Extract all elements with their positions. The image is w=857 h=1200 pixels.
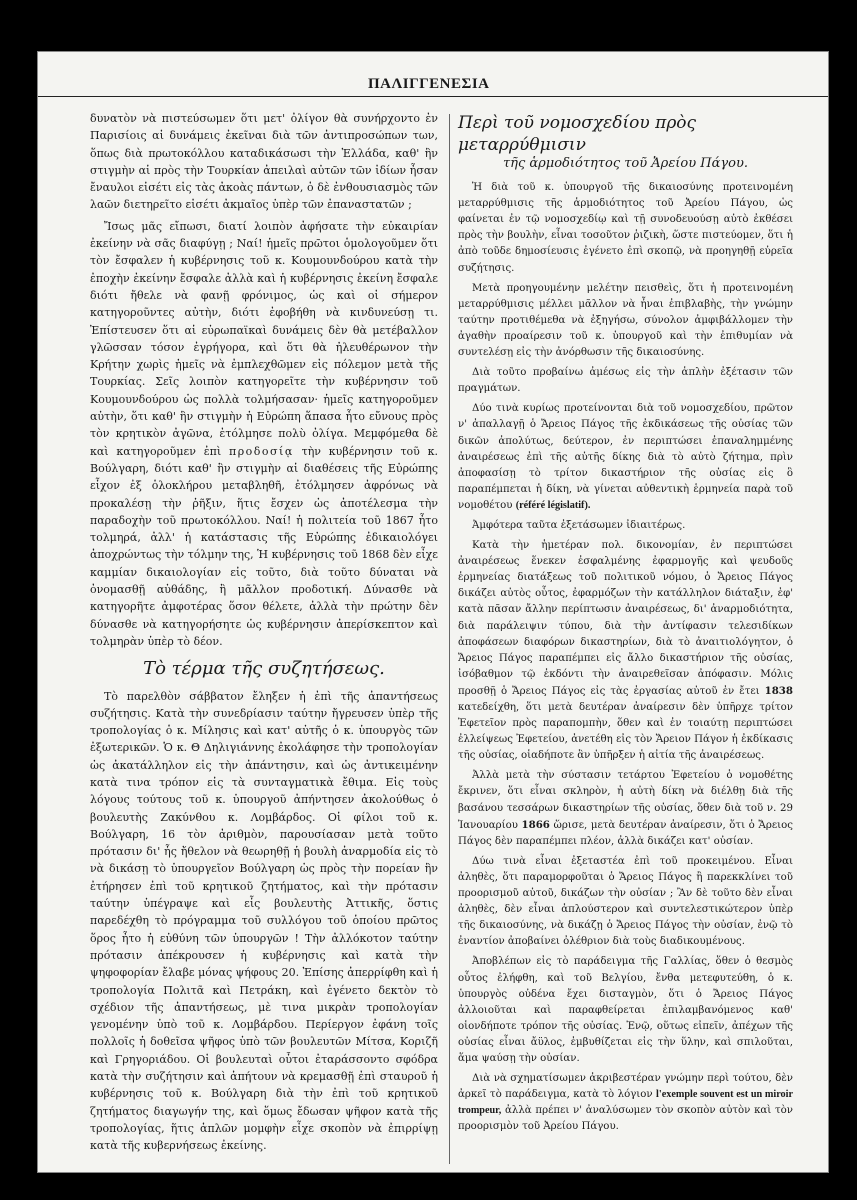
column-divider bbox=[449, 114, 450, 1164]
left-article-heading: Τὸ τέρμα τῆς συζητήσεως. bbox=[143, 658, 385, 680]
right-paragraph-10 bbox=[458, 1071, 793, 1135]
right-paragraph-3: Διὰ τοῦτο προβαίνω ἀμέσως εἰς τὴν ἁπλὴν ἐξέτασιν τῶν πραγμάτων. bbox=[458, 367, 793, 395]
right-paragraph-6-text-a: Κατὰ τὴν ἡμετέραν πολ. δικονομίαν, ἐν περιπτώσει ἀναιρέσεως ἕνεκεν ἐσφαλμένης ἐφαρμογῆς καὶ ψευδοῦς ἑρμηνείας διατάξεως τοῦ πολιτικοῦ νόμου, ὁ Ἄρειος Πάγος δικάζει αὐτὸς οὗτος, ἐφαρμόζων τὴν κατάλληλον διάταξιν, ἐφ' κατὰ πᾶσαν ἄλλην περίπτωσιν ἀναιρέσεως, δι' ἀναρμοδιότητα, διὰ παράλειψιν τύπου, διὰ τὴν ἀντίφασιν τελεσιδίκων ἀποφάσεων διαφόρων δικαστηρίων, διὰ τὸ ἀναιτιολόγητον, ὁ Ἄρειος Πάγος παραπέμπει εἰς ἄλλο δικαστήριον τῆς οὐσίας, ἰσόβαθμον τῷ ἐκδόντι τὴν ἀναιρεθεῖσαν ἀπόφασιν. Μόλις προσθῇ ὁ Ἄρειος Πάγος εἰς τὰς ἐργασίας αὐτοῦ ἐν ἔτει bbox=[458, 540, 793, 697]
right-paragraph-2: Μετὰ προηγουμένην μελέτην πεισθεὶς, ὅτι ἡ προτεινομένη μεταρρύθμισις μέλλει μᾶλλον νὰ ἦναι ἐπιβλαβὴς, τὴν γνώμην ταύτην προτιθέμεθα νὰ ἐξηγήσω, σύνολον ἀμφιβάλλομεν τὴν ἀγαθὴν προαίρεσιν τοῦ κ. ὑπουργοῦ καὶ τὴν ἐπιθυμίαν νὰ συντελέσῃ εἰς τὴν ἀνόρθωσιν τῆς δικαιοσύνης. bbox=[458, 282, 793, 359]
right-column bbox=[458, 110, 793, 1139]
right-paragraph-6 bbox=[458, 538, 793, 764]
right-paragraph-8: Δύω τινὰ εἶναι ἐξεταστέα ἐπὶ τοῦ προκειμένου. Εἶναι ἀληθὲς, ὅτι παραμορφοῦται ὁ Ἄρειος Πάγος ἢ παρεκκλίνει τοῦ προορισμοῦ αὐτοῦ, δικάζων τὴν οὐσίαν ; Ἂν δὲ τοῦτο δὲν εἶναι ἀληθὲς, δὲν εἶναι ἁπλούστερον καὶ συντελεστικώτερον ὑπὲρ τῆς δικαιοσύνης, νὰ δικάζῃ ὁ Ἄρειος Πάγος τὴν οὐσίαν, ἐνῷ τὸ ἐναντίον ἀποβαίνει ὀλέθριον διὰ τοὺς διαδικουμένους. bbox=[458, 855, 793, 948]
left-paragraph-2-text-a: Ἴσως μᾶς εἴπωσι, διατί λοιπὸν ἀφήσατε τὴν εὐκαιρίαν ἐκείνην νὰ σᾶς διαφύγῃ ; Ναί! ἡμεῖς πρῶτοι ὁμολογοῦμεν ὅτι τὸν ἔσφαλεν ἡ κυβέρνησις τοῦ κ. Κουμουνδούρου κατὰ τὴν ἐποχὴν ἐκείνην ἔσφαλε ἀλλὰ καὶ ἡ κυβέρνησις ἐκείνη ἔσφαλε διότι ἤθελε νὰ φανῇ φρόνιμος, ὡς καὶ οἱ σήμερον κατηγοροῦντες αὐτὴν, διότι ἐφοβήθη νὰ κινδυνεύσῃ τι. Ἐπίστευσεν ὅτι αἱ εὐρωπαϊκαὶ δυνάμεις δὲν θὰ μετέβαλλον γλῶσσαν τόσον ἐγρήγορα, καὶ ὅτι θὰ ἠλευθέρωνον τὴν Κρήτην χωρὶς ἡμεῖς νὰ ἐμπλεχθῶμεν εἰς πόλεμον μετὰ τῆς Τουρκίας. Σεῖς λοιπὸν κατηγορεῖτε τὴν κυβέρνησιν τοῦ Κουμουνδούρου ὡς πολλὰ τολμήσασαν· ἡμεῖς κατηγοροῦμεν αὐτὴν, ὅτι καθ' ἣν στιγμὴν ἡ Εὐρώπη ἅπασα ἦτο εὔνους πρὸς τὸν κρητικὸν ἀγῶνα, ἐτόλμησε πολὺ ὀλίγα. Μεμφόμεθα δὲ καὶ κατηγοροῦμεν ἐπὶ bbox=[90, 219, 438, 458]
right-article-heading: Περὶ τοῦ νομοσχεδίου πρὸς μεταρρύθμισιν bbox=[458, 113, 697, 155]
right-paragraph-4-text: Δύο τινὰ κυρίως προτείνονται διὰ τοῦ νομοσχεδίου, πρῶτον ν' ἀπαλλαγῇ ὁ Ἄρειος Πάγος τῆς ἐκδικάσεως τῆς οὐσίας τῶν δικῶν ἀπολύτως, δεύτερον, ἐν περιπτώσει ἐπαναλημμένης ἀναιρέσεως ἐπὶ τῆς αὐτῆς δίκης διὰ τὸ αὐτὸ ζήτημα, πρὶν ἀποφασίσῃ τὸ τρίτον δικαστήριον τῆς οὐσίας εἰς ὃ παραπέμπεται ἡ δίκη, νὰ γίνεται αὐθεντικὴ ἑρμηνεία παρὰ τοῦ νομοθέτου bbox=[458, 403, 793, 511]
right-paragraph-4 bbox=[458, 401, 793, 514]
right-paragraph-9: Ἀποβλέπων εἰς τὸ παράδειγμα τῆς Γαλλίας, ὅθεν ὁ θεσμὸς οὗτος ἐλήφθη, καὶ τοῦ Βελγίου, ἔνθα μετεφυτεύθη, ὁ κ. ὑπουργὸς οὐδένα ἔχει δισταγμὸν, ὅτι ὁ Ἄρειος Πάγος ἀλλοιοῦται καὶ παραφθείρεται ἐπιλαμβανόμενος καθ' οἱονδήποτε τρόπον τῆς οὐσίας. Ἐνῷ, οὕτως εἰπεῖν, ἀπέχων τῆς οὐσίας εἶναι ἄϋλος, ἐμβυθίζεται εἰς τὴν ὕλην, καὶ σπιλοῦται, ἅμα ψαύσῃ τὴν οὐσίαν. bbox=[458, 956, 793, 1064]
right-paragraph-7 bbox=[458, 768, 793, 849]
left-column bbox=[90, 110, 438, 1159]
right-paragraph-5: Ἀμφότερα ταῦτα ἐξετάσωμεν ἰδιαιτέρως. bbox=[472, 519, 686, 531]
right-paragraph-10-latin: l'exemple souvent est un miroir trompeur, bbox=[458, 1089, 793, 1117]
right-paragraph-7-text-b: ὥρισε, μετὰ δευτέραν ἀναίρεσιν, ὅτι ὁ Ἄρειος Πάγος δὲν παραπέμπει πλέον, ἀλλὰ δικάζει κατ' οὐσίαν. bbox=[458, 819, 793, 847]
left-paragraph-2-spaced-word: προδοσίᾳ bbox=[228, 444, 294, 458]
newspaper-page bbox=[38, 52, 828, 1172]
right-paragraph-7-text-a: Ἀλλὰ μετὰ τὴν σύστασιν τετάρτου Ἐφετείου ὁ νομοθέτης ἔκρινεν, ὅτι εἶναι σκληρὸν, ἡ αὐτὴ δίκη νὰ διέλθῃ διὰ τῆς βασάνου τεσσάρων δικαστηρίων τῆς οὐσίας, ὅθεν διὰ τοῦ ν. 29 Ἰανουαρίου bbox=[458, 770, 793, 831]
right-paragraph-1: Ἡ διὰ τοῦ κ. ὑπουργοῦ τῆς δικαιοσύνης προτεινομένη μεταρρύθμισις τῆς ἁρμοδιότητος τοῦ Ἀρείου Πάγου, ὡς φαίνεται ἐν τῷ νομοσχεδίῳ καὶ τῇ συνοδευούσῃ αὐτὸ ἐκθέσει πρὸς τὴν βουλὴν, εἶναι τοσοῦτον ῥιζικὴ, ὥστε πιστεύομεν, ὅτι ἡ ἀπὸ τοῦδε δημοσίευσις ἐγένετο ἐπὶ σκοπῷ, νὰ προηγηθῇ εὐρεῖα συζήτησις. bbox=[458, 182, 793, 274]
masthead bbox=[38, 66, 828, 97]
right-paragraph-7-year: 1866 bbox=[521, 818, 550, 831]
right-paragraph-4-latin: (référé législatif). bbox=[515, 499, 591, 511]
left-paragraph-1: δυνατὸν νὰ πιστεύσωμεν ὅτι μετ' ὀλίγον θὰ συνήρχοντο ἐν Παρισίοις αἱ δυνάμεις ἐκεῖναι διὰ τῶν ἀντιπροσώπων των, ὅπως διὰ πρωτοκόλλου καταδικάσωσι τὴν Ἑλλάδα, καθ' ἣν στιγμὴν αἱ πρὸς τὴν Τουρκίαν ἀπειλαὶ αὐτῶν τῶν ἰδίων ἦσαν ἔναυλοι εἰσέτι εἰς τὰς ἀκοὰς πάντων, ὁ δὲ ἐνθουσιασμὸς τῶν λαῶν διετηρεῖτο εἰσέτι ἀκμαῖος ὑπὲρ τῶν ἐπαναστατῶν ; bbox=[90, 112, 438, 212]
newspaper-title: ΠΑΛΙΓΓΕΝΕΣΙΑ bbox=[368, 76, 490, 92]
left-paragraph-3: Τὸ παρελθὸν σάββατον ἔληξεν ἡ ἐπὶ τῆς ἀπαντήσεως συζήτησις. Κατὰ τὴν συνεδρίασιν ταύτην ἤγρευσεν ὑπὲρ τῆς τροπολογίας ὁ κ. Μίλησις καὶ κατ' αὐτῆς ὁ κ. ὑπουργὸς τῶν ἐξωτερικῶν. Ὁ κ. Θ Δηλιγιάννης ἐκολάφησε τὴν τροπολογίαν ὡς ἀκατάλληλον εἰς τὴν ἀπάντησιν, καὶ ὡς ἀντικειμένην κατὰ τινα τρόπον εἰς τὰ συνταγματικὰ ἔθιμα. Εἰς τοὺς λόγους τούτους τοῦ κ. ὑπουργοῦ ἀπήντησεν ἀκολούθως ὁ βουλευτὴς Ζακύνθου κ. Λομβάρδος. Οἱ φίλοι τοῦ κ. Βούλγαρη, 16 τὸν ἀριθμὸν, παρουσίασαν μετὰ τοῦτο πρότασιν δι' ἧς ἤθελον νὰ θεωρηθῇ ἡ βουλὴ ἀναρμοδία εἰς τὸ νὰ δικάσῃ τὸ ὑπουργεῖον Βούλγαρη ὡς πρὸς τὴν πορείαν ἣν ἐτήρησεν ἐπὶ τοῦ κρητικοῦ ζητήματος, καὶ τὴν πρότασιν ταύτην ὑπέγραψε καὶ εἷς βουλευτὴς Ἀττικῆς, ὅστις παρεδέχθη τὸ πρόγραμμα τοῦ συλλόγου τοῦ ὁποίου πρῶτος ὅρος ἦτο ἡ εὐθύνη τῶν ὑπουργῶν ! Τὴν ἀλλόκοτον ταύτην πρότασιν ἀπέκρουσεν ἡ κυβέρνησις καὶ κατὰ τὴν ψηφοφορίαν ἔλαβε μόνας ψήφους 20. Ἐπίσης ἀπερρίφθη καὶ ἡ τροπολογία Πολιτᾶ καὶ Πετράκη, καὶ ἐγένετο δεκτὸν τὸ σχέδιον τῆς ἀπαντήσεως, μὲ τινα μικρὰν τροπολογίαν γενομένην ὑπὸ τοῦ κ. Λομβάρδου. Περίεργον ἐφάνη τοῖς πολλοῖς ἡ δοθεῖσα ψῆφος ὑπὸ τῶν βουλευτῶν Μίτσα, Κοριζῆ καὶ Γρηγοριάδου. Οἱ βουλευταὶ οὗτοι ἐταράσσοντο σφόδρα κατὰ τὴν συζήτησιν καὶ ἀπήτουν νὰ κρεμασθῇ ἐπὶ σταυροῦ ἡ κυβέρνησις τοῦ κ. Βούλγαρη διὰ τὴν ἐπὶ τοῦ κρητικοῦ ζητήματος διαγωγήν της, καὶ ὅμως ἔδωσαν ψῆφον κατὰ τῆς τροπολογίας, ἥτις ἁπλῶν μομφὴν εἶχε σκοπὸν νὰ ἐπιρρίψῃ κατὰ τῆς κυβερνήσεως ἐκείνης. bbox=[90, 689, 438, 1153]
left-paragraph-2-text-b: τὴν κυβέρνησιν τοῦ κ. Βούλγαρη, διότι καθ' ἣν στιγμὴν αἱ διαθέσεις τῆς Εὐρώπης εἶχον ἐξ ὁλοκλήρου μεταβληθῆ, ἐτόλμησεν ἀφρόνως νὰ προκαλέσῃ τὴν ῥῆξιν, ἥτις ἔσχεν ὡς ἀποτέλεσμα τὴν παραδοχὴν τοῦ πρωτοκόλλου. Ναί! ἡ πολιτεία τοῦ 1867 ἦτο τολμηρά, ἀλλ' ἡ κατάστασις τῆς Εὐρώπης ἐδικαιολόγει ἀποχρώντως τὴν τόλμην της, Ἡ κυβέρνησις τοῦ 1868 δὲν εἶχε καμμίαν δικαιολογίαν εἰς τοῦτο, διὰ τοῦτο δύναται νὰ ὀνομασθῇ αὐθάδης, ἢ μᾶλλον προδοτική. Δύνασθε νὰ κατηγορῆτε ἀμφοτέρας ὅσον θέλετε, ἀλλὰ τὴν πρώτην δὲν δύνασθε νὰ κατηγορήσητε ὡς κυβέρνησιν ἀπερίσκεπτον καὶ τολμηρὰν ὑπὲρ τὸ δέον. bbox=[90, 444, 439, 648]
right-paragraph-6-text-b: κατεδείχθη, ὅτι μετὰ δευτέραν ἀναίρεσιν δὲν ὑπῆρχε τρίτον Ἐφετεῖον πρὸς παραπομπὴν, ὅθεν καὶ ἐν τοιαύτῃ περιπτώσει ἐλλείψεως Ἐφετείου, ἀνετέθη εἰς τὸν Ἄρειον Πάγον ἡ ἐκδίκασις τῆς οὐσίας, οἱαδήποτε ἂν ὑπῆρξεν ἡ αἰτία τῆς ἀναιρέσεως. bbox=[458, 702, 793, 762]
right-article-subheading: τῆς ἁρμοδιότητος τοῦ Ἀρείου Πάγου. bbox=[502, 156, 749, 171]
right-paragraph-6-year: 1838 bbox=[764, 684, 793, 697]
right-paragraph-10-text-a: Διὰ νὰ σχηματίσωμεν ἀκριβεστέραν γνώμην περὶ τούτου, δὲν ἀρκεῖ τὸ παράδειγμα, κατὰ τὸ λόγιον bbox=[458, 1073, 793, 1101]
left-paragraph-2 bbox=[90, 218, 438, 650]
right-paragraph-10-text-b: ἀλλὰ πρέπει ν' ἀναλύσωμεν τὸν σκοπὸν αὐτὸν καὶ τὸν προορισμὸν τοῦ Ἀρείου Πάγου. bbox=[458, 1105, 793, 1133]
